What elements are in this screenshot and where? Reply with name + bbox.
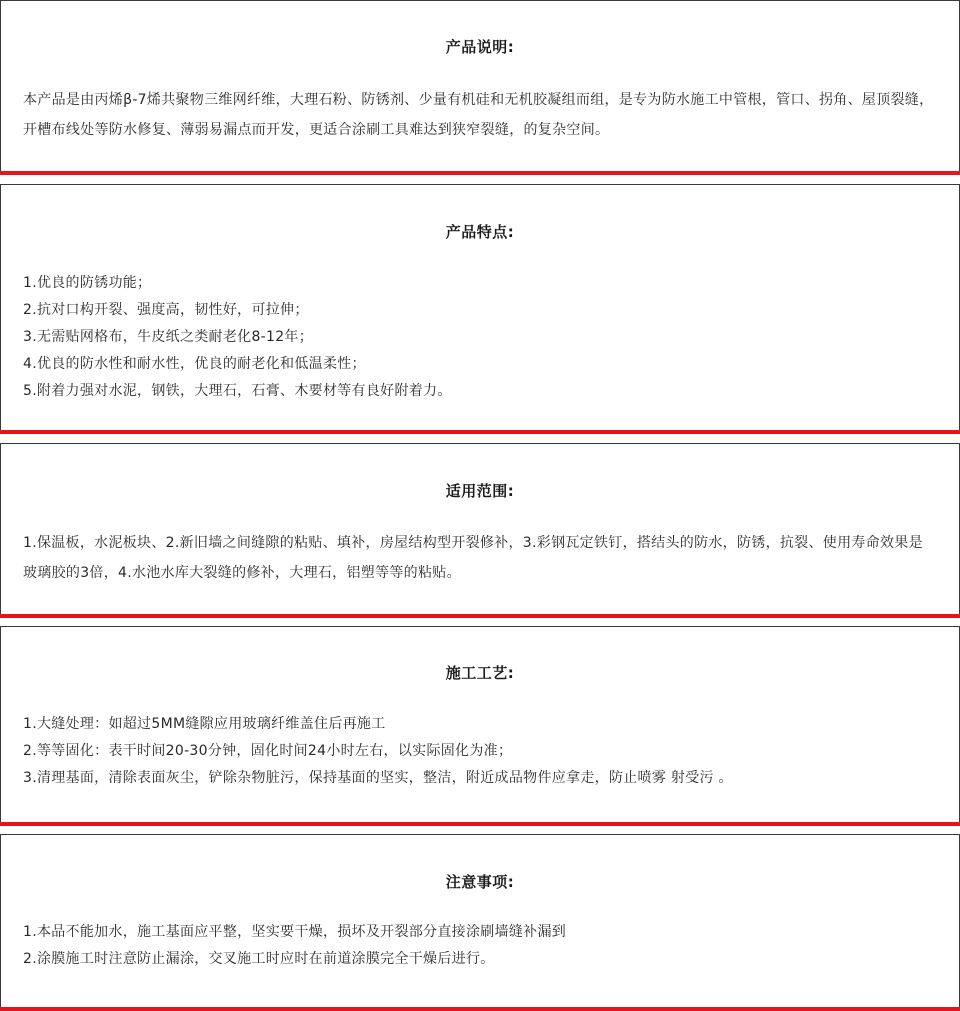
list-item: 3.无需贴网格布，牛皮纸之类耐老化8-12年；	[23, 329, 314, 345]
list-item: 2.等等固化：表干时间20-30分钟，固化时间24小时左右，以实际固化为准；	[23, 743, 513, 759]
section-precautions	[0, 834, 960, 1011]
list-item: 5.附着力强对水泥，钢铁，大理石，石膏、木要材等有良好附着力。	[23, 383, 452, 399]
section-body: 1.保温板，水泥板块、2.新旧墙之间缝隙的粘贴、填补，房屋结构型开裂修补，3.彩钢瓦定铁钉，搭结头的防水，防锈，抗裂、使用寿命效果是玻璃胶的3倍，4.水池水库大裂缝的修补，大理石，铝塑等等的粘贴。	[23, 535, 923, 581]
feature-list	[23, 270, 937, 405]
section-body: 本产品是由丙烯β-7烯共聚物三维网纤维，大理石粉、防锈剂、少量有机硅和无机胶凝组而组，是专为防水施工中管根，管口、拐角、屋顶裂缝，开槽布线处等防水修复、薄弱易漏点而开发，更适合涂刷工具难达到狭窄裂缝，的复杂空间。	[23, 92, 934, 138]
section-product-features	[0, 184, 960, 434]
section-title: 产品说明:	[445, 38, 515, 56]
section-title: 适用范围:	[445, 482, 515, 500]
section-application-scope	[0, 443, 960, 618]
section-title: 产品特点:	[445, 223, 515, 241]
list-item: 1.优良的防锈功能；	[23, 275, 152, 291]
section-title: 注意事项:	[445, 873, 515, 891]
precaution-list	[23, 919, 937, 973]
process-list	[23, 711, 937, 792]
section-product-description	[0, 0, 960, 175]
section-title: 施工工艺:	[445, 664, 515, 682]
list-item: 4.优良的防水性和耐水性，优良的耐老化和低温柔性；	[23, 356, 366, 372]
list-item: 2.涂膜施工时注意防止漏涂，交叉施工时应时在前道涂膜完全干燥后进行。	[23, 951, 495, 967]
section-construction-process	[0, 626, 960, 826]
list-item: 2.抗对口构开裂、强度高，韧性好，可拉伸；	[23, 302, 309, 318]
list-item: 1.本品不能加水，施工基面应平整，坚实要干燥，损坏及开裂部分直接涂刷墙缝补漏到	[23, 924, 567, 940]
list-item: 1.大缝处理：如超过5MM缝隙应用玻璃纤维盖住后再施工	[23, 716, 386, 732]
list-item: 3.清理基面，清除表面灰尘，铲除杂物脏污，保持基面的坚实，整洁，附近成品物件应拿走，防止喷雾 射受污 。	[23, 770, 733, 786]
